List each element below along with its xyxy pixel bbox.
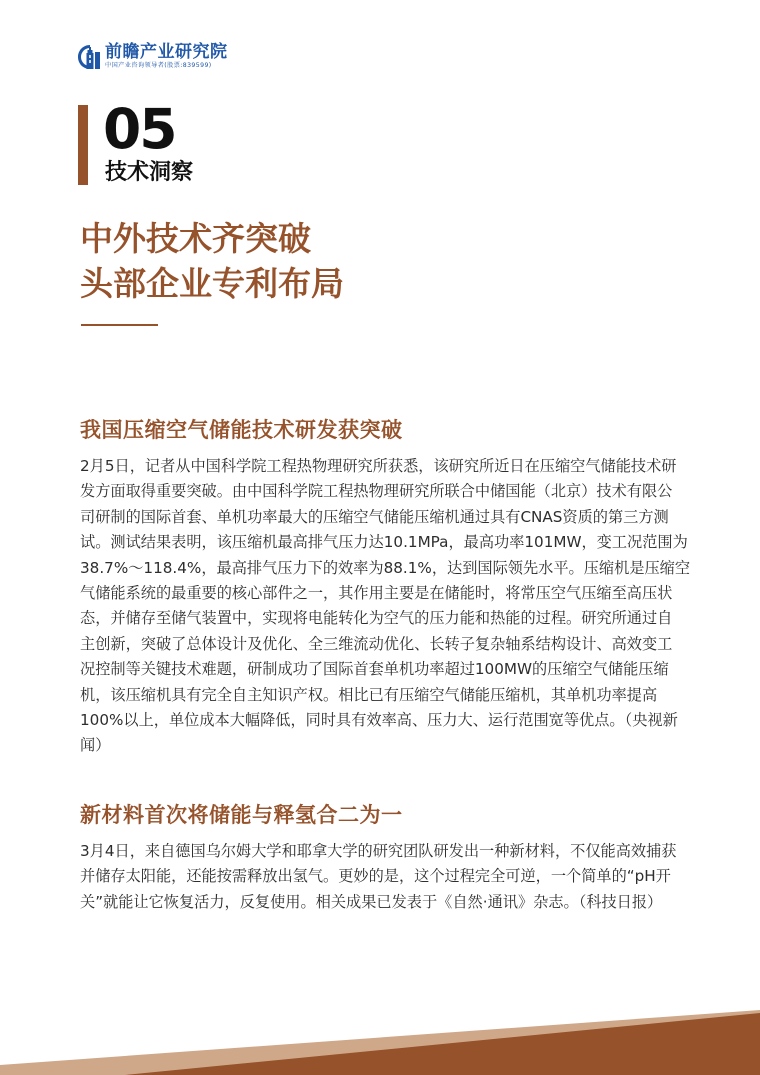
body-line: 态，并储存至储气装置中，实现将电能转化为空气的压力能和热能的过程。研究所通过自: [80, 609, 673, 628]
body-line: 机，该压缩机具有完全自主知识产权。相比已有压缩空气储能压缩机，其单机功率提高: [80, 685, 658, 704]
body-line: 38.7%～118.4%，最高排气压力下的效率为88.1%，达到国际领先水平。压缩机是压缩空: [80, 558, 691, 577]
article-title: 新材料首次将储能与释氢合二为一: [80, 803, 403, 827]
article-body: [80, 454, 695, 759]
article-compressed-air-storage: [80, 415, 695, 759]
body-line: 司研制的国际首套、单机功率最大的压缩空气储能压缩机通过具有CNAS资质的第三方测: [80, 507, 669, 526]
article-body: [80, 839, 695, 915]
section-accent-bar: [78, 105, 88, 185]
body-line: 发方面取得重要突破。由中国科学院工程热物理研究所联合中储国能（北京）技术有限公: [80, 482, 673, 501]
body-line: 100%以上，单位成本大幅降低，同时具有效率高、压力大、运行范围宽等优点。（央视新: [80, 711, 678, 730]
company-logo: [78, 42, 228, 72]
headline-line-1: 中外技术齐突破: [80, 219, 311, 258]
headline-line-2: 头部企业专利布局: [80, 264, 344, 303]
body-line: 闻）: [80, 736, 111, 755]
body-line: 主创新，突破了总体设计及优化、全三维流动优化、长转子复杂轴系结构设计、高效变工: [80, 634, 673, 653]
headline-divider: [81, 324, 158, 326]
tower-logo-icon: [78, 44, 102, 70]
body-line: 2月5日，记者从中国科学院工程热物理研究所获悉，该研究所近日在压缩空气储能技术研: [80, 457, 677, 475]
article-new-material-hydrogen: [80, 800, 695, 915]
logo-tagline: 中国产业咨询领导者(股票:839599): [105, 62, 212, 70]
body-line: 3月4日，来自德国乌尔姆大学和耶拿大学的研究团队研发出一种新材料，不仅能高效捕获: [80, 842, 677, 860]
page-headline: [80, 216, 344, 306]
body-line: 况控制等关键技术难题，研制成功了国际首套单机功率超过100MW的压缩空气储能压缩: [80, 660, 669, 679]
footer-diagonal-band: [0, 1000, 760, 1075]
article-title: 我国压缩空气储能技术研发获突破: [80, 418, 403, 442]
section-number: 05: [103, 97, 176, 161]
body-line: 试。测试结果表明，该压缩机最高排气压力达10.1MPa，最高功率101MW，变工况范围为: [80, 533, 688, 552]
body-line: 气储能系统的最重要的核心部件之一，其作用主要是在储能时，将常压空气压缩至高压状: [80, 584, 673, 603]
section-label: 技术洞察: [105, 160, 194, 185]
logo-name: 前瞻产业研究院: [105, 42, 228, 63]
body-line: 关”就能让它恢复活力，反复使用。相关成果已发表于《自然·通讯》杂志。（科技日报）: [80, 892, 663, 911]
body-line: 并储存太阳能，还能按需释放出氢气。更妙的是，这个过程完全可逆，一个简单的“pH开: [80, 867, 671, 886]
